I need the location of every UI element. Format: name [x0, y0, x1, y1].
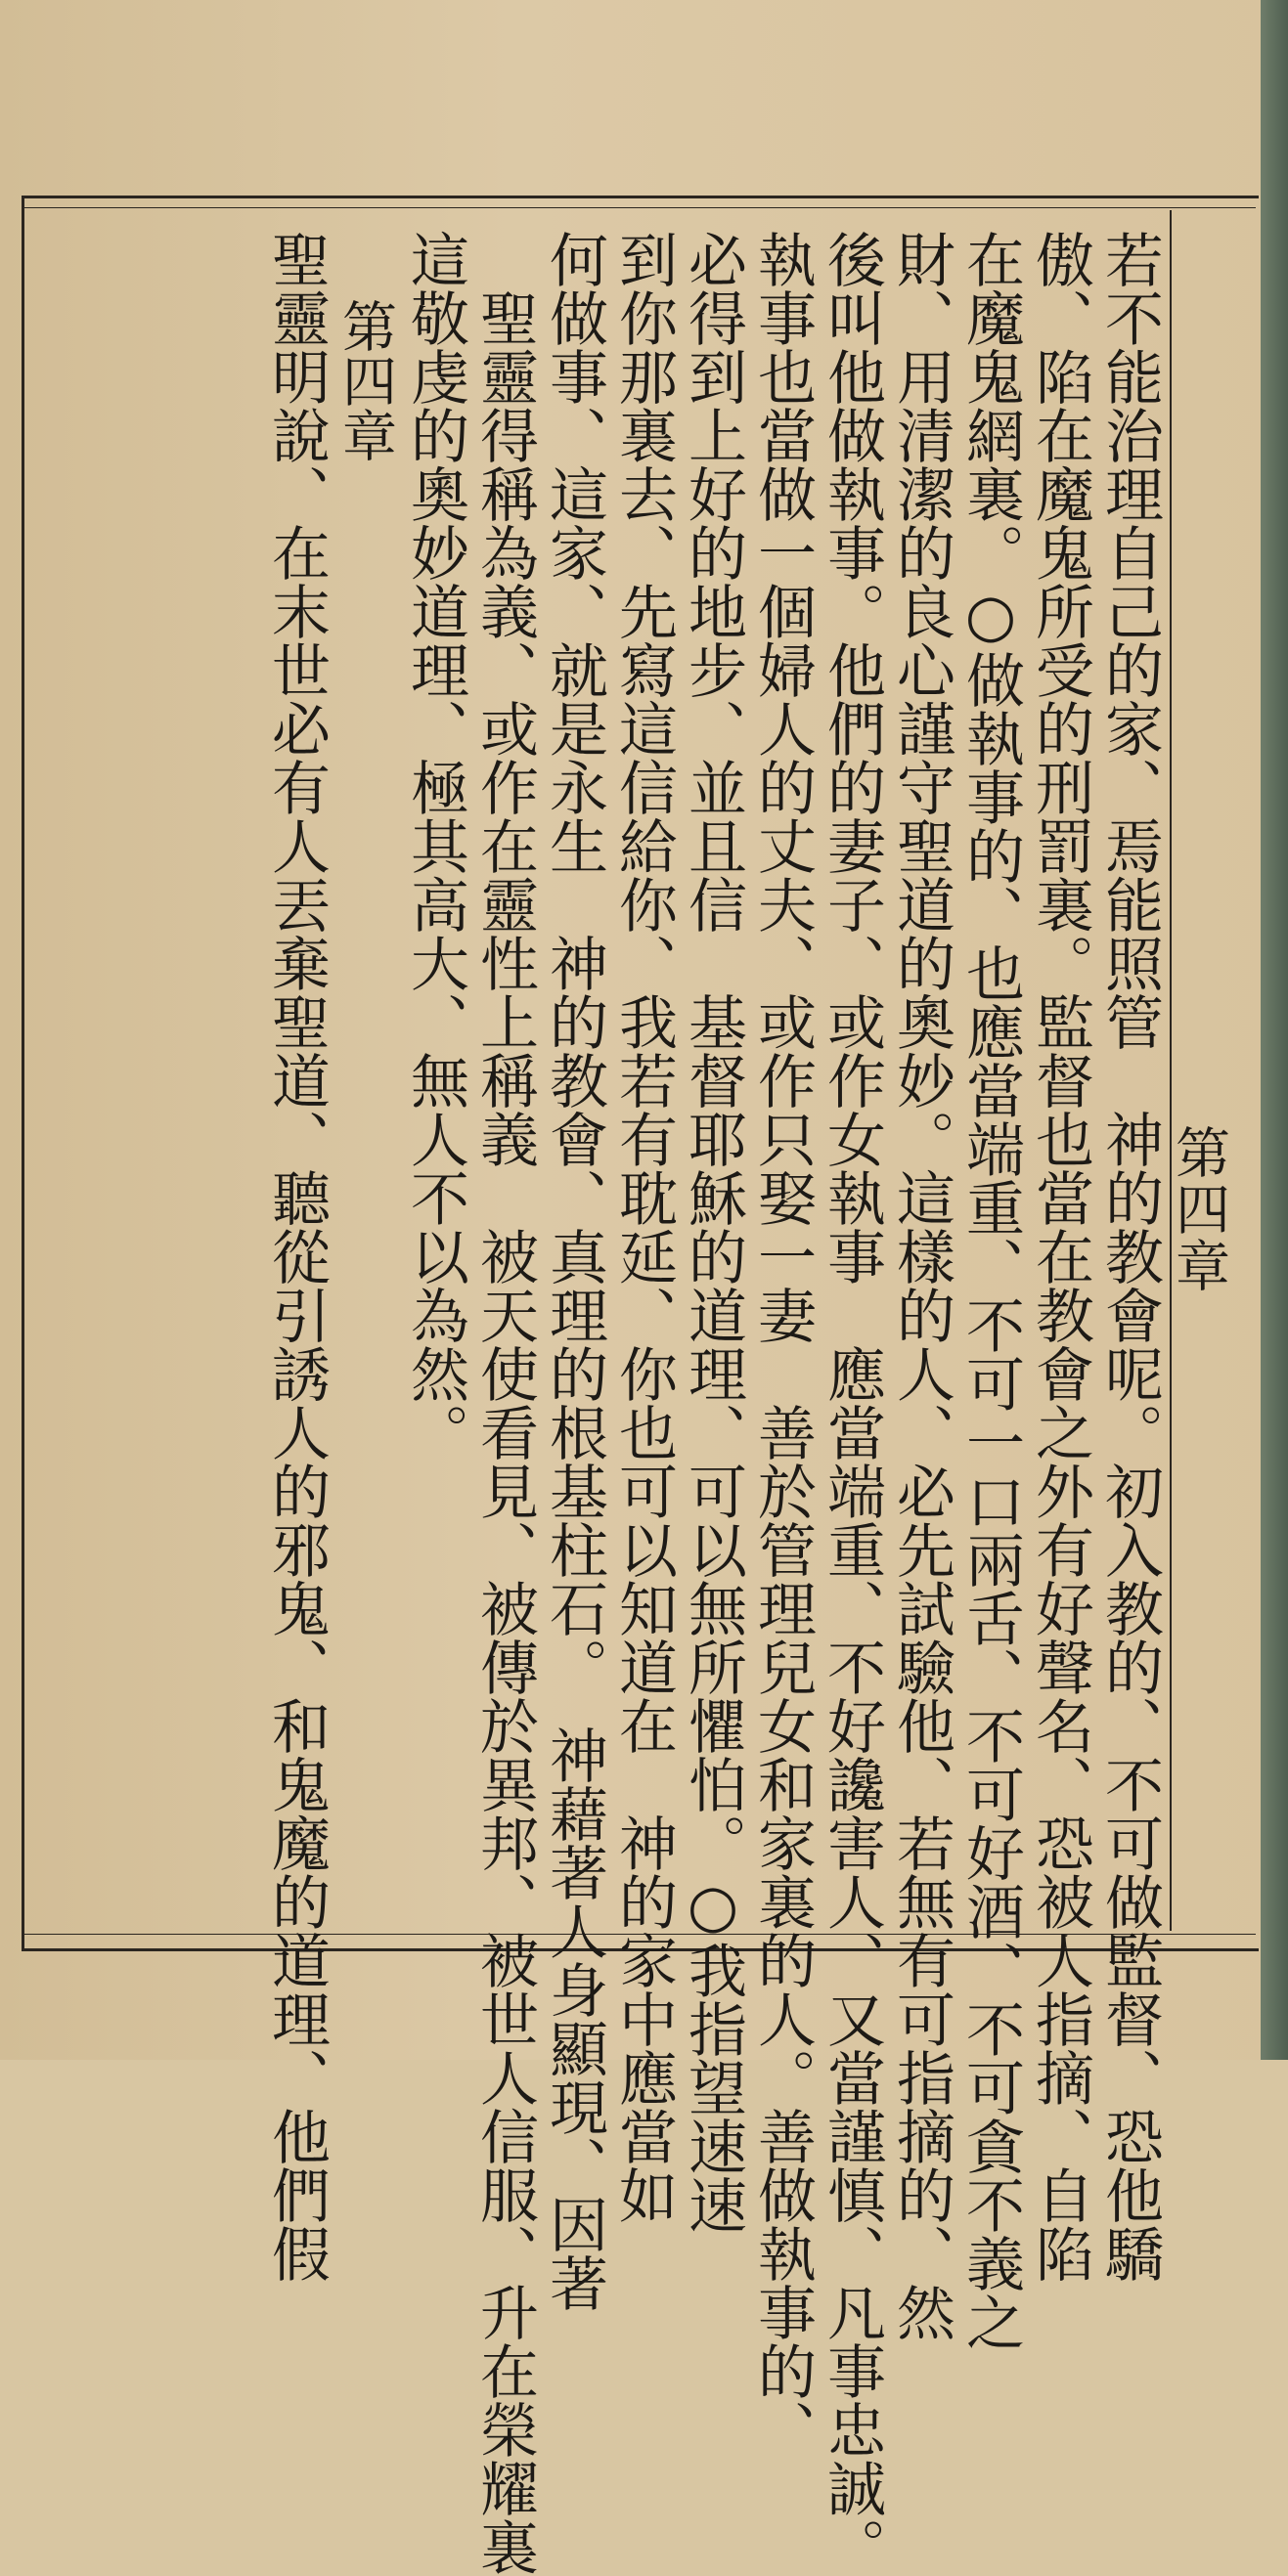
text-column: 在魔鬼網裏。○做執事的、也應當端重、不可一口兩舌、不可好酒、不可貪不義之	[956, 230, 1025, 2351]
chapter-header-title: 第四章	[1167, 1124, 1230, 1294]
text-column: 到你那裏去、先寫這信給你、我若有耽延、你也可以知道在 神的家中應當如	[609, 230, 678, 2224]
chapter-heading: 第四章	[333, 298, 397, 462]
text-column: 必得到上好的地步、並且信 基督耶穌的道理、可以無所懼怕。○我指望速速	[679, 230, 747, 2234]
text-column: 財、用清潔的良心謹守聖道的奧妙。這樣的人、必先試驗他、若無有可指摘的、然	[887, 230, 955, 2341]
text-column: 後叫他做執事。他們的妻子、或作女執事 應當端重、不好讒害人、又當謹慎、凡事忠誠。	[818, 230, 886, 2576]
text-column: 聖靈明說、在末世必有人丟棄聖道、聽從引誘人的邪鬼、和鬼魔的道理、他們假	[262, 230, 331, 2283]
text-column: 執事也當做一個婦人的丈夫、或作只娶一妻 善於管理兒女和家裏的人。善做執事的、	[748, 230, 817, 2459]
text-column: 傲、陷在魔鬼所受的刑罰裏。監督也當在教會之外有好聲名、恐被人指摘、自陷	[1026, 230, 1094, 2283]
text-column: 這敬虔的奧妙道理、極其高大、無人不以為然。	[401, 230, 469, 1462]
text-column: 聖靈得稱為義、或作在靈性上稱義 被天使看見、被傳於異邦、被世人信服、升在榮耀裏	[470, 288, 539, 2576]
chapter-header-column	[1167, 210, 1244, 1931]
border-inner-top	[22, 207, 1256, 208]
scripture-text	[39, 230, 1164, 2576]
text-column: 若不能治理自己的家、焉能照管 神的教會呢。初入教的、不可做監督、恐他驕	[1095, 230, 1164, 2283]
page-edge	[1261, 0, 1288, 2060]
text-column: 何做事、這家、就是永生 神的教會、真理的根基柱石。 神藉著人身顯現、因著	[540, 230, 608, 2312]
